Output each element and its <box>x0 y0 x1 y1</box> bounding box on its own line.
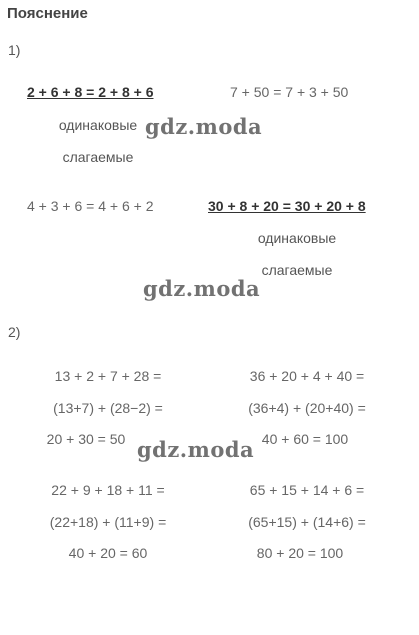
part-2-number: 2) <box>8 324 21 340</box>
note-right-line-2: слагаемые <box>261 262 333 278</box>
equation-left-1: 2 + 6 + 8 = 2 + 8 + 6 <box>27 84 154 100</box>
expr-d-line-3: 80 + 20 = 100 <box>256 545 344 561</box>
expr-d-line-2: (65+15) + (14+6) = <box>248 514 366 530</box>
expr-c-line-3: 40 + 20 = 60 <box>68 545 148 561</box>
expr-b-line-3: 40 + 60 = 100 <box>261 431 349 447</box>
note-left-line-2: слагаемые <box>62 149 134 165</box>
part-1-number: 1) <box>8 42 21 58</box>
watermark: gdz.moda <box>137 437 255 462</box>
equation-right-1: 7 + 50 = 7 + 3 + 50 <box>230 84 349 100</box>
expr-c-line-2: (22+18) + (11+9) = <box>49 514 167 530</box>
watermark: gdz.moda <box>143 276 261 301</box>
expr-a-line-3: 20 + 30 = 50 <box>46 431 126 447</box>
note-left-line-1: одинаковые <box>58 117 138 133</box>
expr-a-line-1: 13 + 2 + 7 + 28 = <box>54 368 162 384</box>
expr-b-line-2: (36+4) + (20+40) = <box>248 400 366 416</box>
equation-left-2: 4 + 3 + 6 = 4 + 6 + 2 <box>27 198 154 214</box>
expr-c-line-1: 22 + 9 + 18 + 11 = <box>51 482 165 498</box>
equation-right-2: 30 + 8 + 20 = 30 + 20 + 8 <box>208 198 366 214</box>
expr-a-line-2: (13+7) + (28−2) = <box>53 400 163 416</box>
note-right-line-1: одинаковые <box>257 230 337 246</box>
page-title: Пояснение <box>7 5 88 22</box>
expr-b-line-1: 36 + 20 + 4 + 40 = <box>249 368 365 384</box>
watermark: gdz.moda <box>145 114 263 139</box>
expr-d-line-1: 65 + 15 + 14 + 6 = <box>249 482 365 498</box>
